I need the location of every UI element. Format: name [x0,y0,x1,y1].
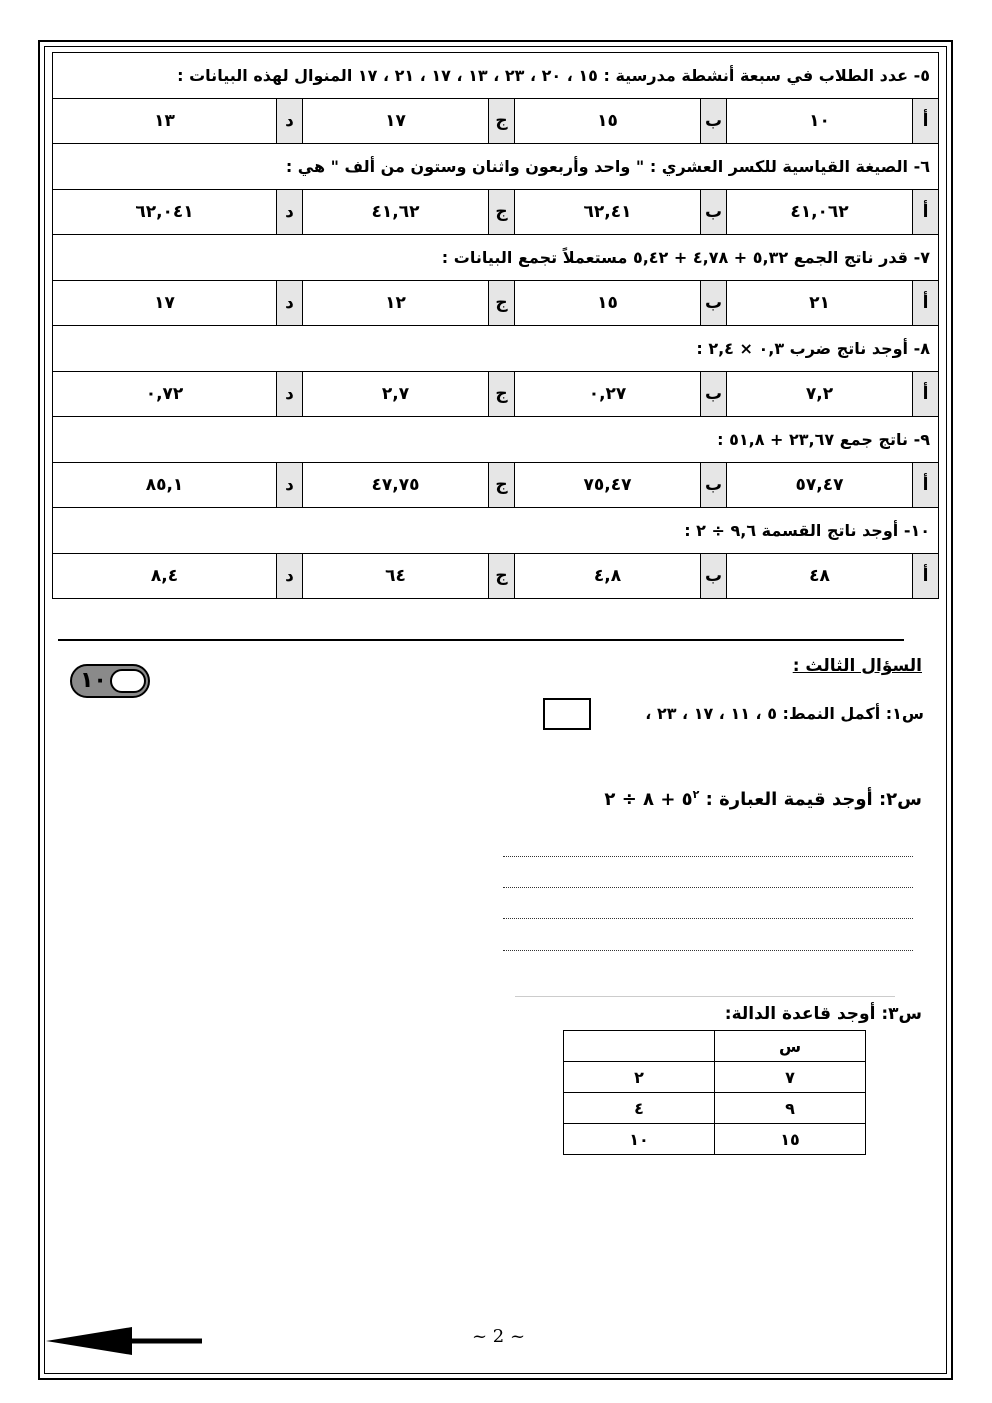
answer-line-1[interactable] [503,856,913,857]
option-value[interactable]: ١٧ [53,281,277,326]
score-badge [70,664,150,698]
score-box [110,669,146,693]
function-cell: ٩ [715,1093,866,1124]
options-row [53,190,939,235]
option-value[interactable]: ٥٧,٤٧ [727,463,913,508]
option-value[interactable]: ١٣ [53,99,277,144]
function-cell: ٤ [564,1093,715,1124]
option-value[interactable]: ٧,٢ [727,372,913,417]
mcq-table [52,52,939,599]
function-header-cell: س [715,1031,866,1062]
question-text: ٧- قدر ناتج الجمع ٥,٣٢ + ٤,٧٨ + ٥,٤٢ مستعملاً تجمع البيانات : [53,235,939,281]
option-letter[interactable]: د [277,372,303,417]
function-cell: ٧ [715,1062,866,1093]
question-text: ٩- ناتج جمع ٢٣,٦٧ + ٥١,٨ : [53,417,939,463]
option-value[interactable]: ١٥ [515,99,701,144]
option-letter[interactable]: ج [489,99,515,144]
question-s1: س١: أكمل النمط: ٥ ، ١١ ، ١٧ ، ٢٣ ، [645,704,924,723]
question-s3: س٣: أوجد قاعدة الدالة: [724,1004,922,1024]
option-letter[interactable]: ب [701,281,727,326]
option-value[interactable]: ٠,٧٢ [53,372,277,417]
option-letter[interactable]: د [277,554,303,599]
question-text: ١٠- أوجد ناتج القسمة ٩,٦ ÷ ٢ : [53,508,939,554]
option-value[interactable]: ٠,٢٧ [515,372,701,417]
question-row [53,417,939,463]
option-value[interactable]: ٢,٧ [303,372,489,417]
question-text: ٨- أوجد ناتج ضرب ٠,٣ × ٢,٤ : [53,326,939,372]
option-value[interactable]: ٧٥,٤٧ [515,463,701,508]
options-row [53,554,939,599]
pattern-answer-box[interactable] [543,698,591,730]
option-value[interactable]: ٤٨ [727,554,913,599]
option-letter[interactable]: د [277,190,303,235]
answer-line-3[interactable] [503,918,913,919]
option-letter[interactable]: ج [489,190,515,235]
option-value[interactable]: ٦٢,٠٤١ [53,190,277,235]
function-table-header [564,1031,866,1062]
option-letter[interactable]: ب [701,99,727,144]
option-letter[interactable]: د [277,99,303,144]
option-letter[interactable]: ب [701,190,727,235]
question-row [53,326,939,372]
options-row [53,99,939,144]
faint-divider [515,996,895,997]
option-letter[interactable]: د [277,463,303,508]
option-value[interactable]: ٤,٨ [515,554,701,599]
function-table-row [564,1093,866,1124]
option-value[interactable]: ٦٤ [303,554,489,599]
option-value[interactable]: ١٠ [727,99,913,144]
option-letter[interactable]: أ [913,372,939,417]
function-table-row [564,1062,866,1093]
question-text: ٦- الصيغة القياسية للكسر العشري : " واحد وأربعون واثنان وستون من ألف " هي : [53,144,939,190]
option-value[interactable]: ٨,٤ [53,554,277,599]
section3-title: السؤال الثالث : [792,656,922,676]
option-letter[interactable]: أ [913,99,939,144]
option-value[interactable]: ٢١ [727,281,913,326]
question-row [53,53,939,99]
function-cell: ١٠ [564,1124,715,1155]
function-cell: ١٥ [715,1124,866,1155]
section-divider [58,639,904,641]
function-cell: ٢ [564,1062,715,1093]
option-value[interactable]: ٦٢,٤١ [515,190,701,235]
option-letter[interactable]: ج [489,281,515,326]
score-value: ١٠ [80,668,107,693]
function-table [563,1030,866,1155]
function-header-cell [564,1031,715,1062]
option-value[interactable]: ٤١,٦٢ [303,190,489,235]
question-row [53,508,939,554]
option-letter[interactable]: ج [489,554,515,599]
question-text: ٥- عدد الطلاب في سبعة أنشطة مدرسية : ١٥ ، ٢٠ ، ٢٣ ، ١٣ ، ١٧ ، ٢١ ، ١٧ المنوال لهذه البيانات : [53,53,939,99]
option-letter[interactable]: د [277,281,303,326]
option-letter[interactable]: أ [913,190,939,235]
option-letter[interactable]: ج [489,463,515,508]
answer-line-2[interactable] [503,887,913,888]
option-value[interactable]: ١٢ [303,281,489,326]
option-letter[interactable]: أ [913,554,939,599]
option-value[interactable]: ٤١,٠٦٢ [727,190,913,235]
page-number: ~ 2 ~ [472,1326,526,1347]
question-row [53,235,939,281]
options-row [53,372,939,417]
option-value[interactable]: ٤٧,٧٥ [303,463,489,508]
options-row [53,463,939,508]
option-letter[interactable]: ب [701,372,727,417]
option-letter[interactable]: أ [913,463,939,508]
question-row [53,144,939,190]
options-row [53,281,939,326]
question-s2: س٢: أوجد قيمة العبارة : $٥^٢$ + ٨ ÷ ٢ [604,788,922,810]
function-table-row [564,1124,866,1155]
next-page-arrow-icon [44,1325,204,1359]
option-value[interactable]: ٨٥,١ [53,463,277,508]
option-value[interactable]: ١٧ [303,99,489,144]
option-value[interactable]: ١٥ [515,281,701,326]
option-letter[interactable]: ج [489,372,515,417]
option-letter[interactable]: ب [701,554,727,599]
option-letter[interactable]: أ [913,281,939,326]
option-letter[interactable]: ب [701,463,727,508]
answer-line-4[interactable] [503,950,913,951]
